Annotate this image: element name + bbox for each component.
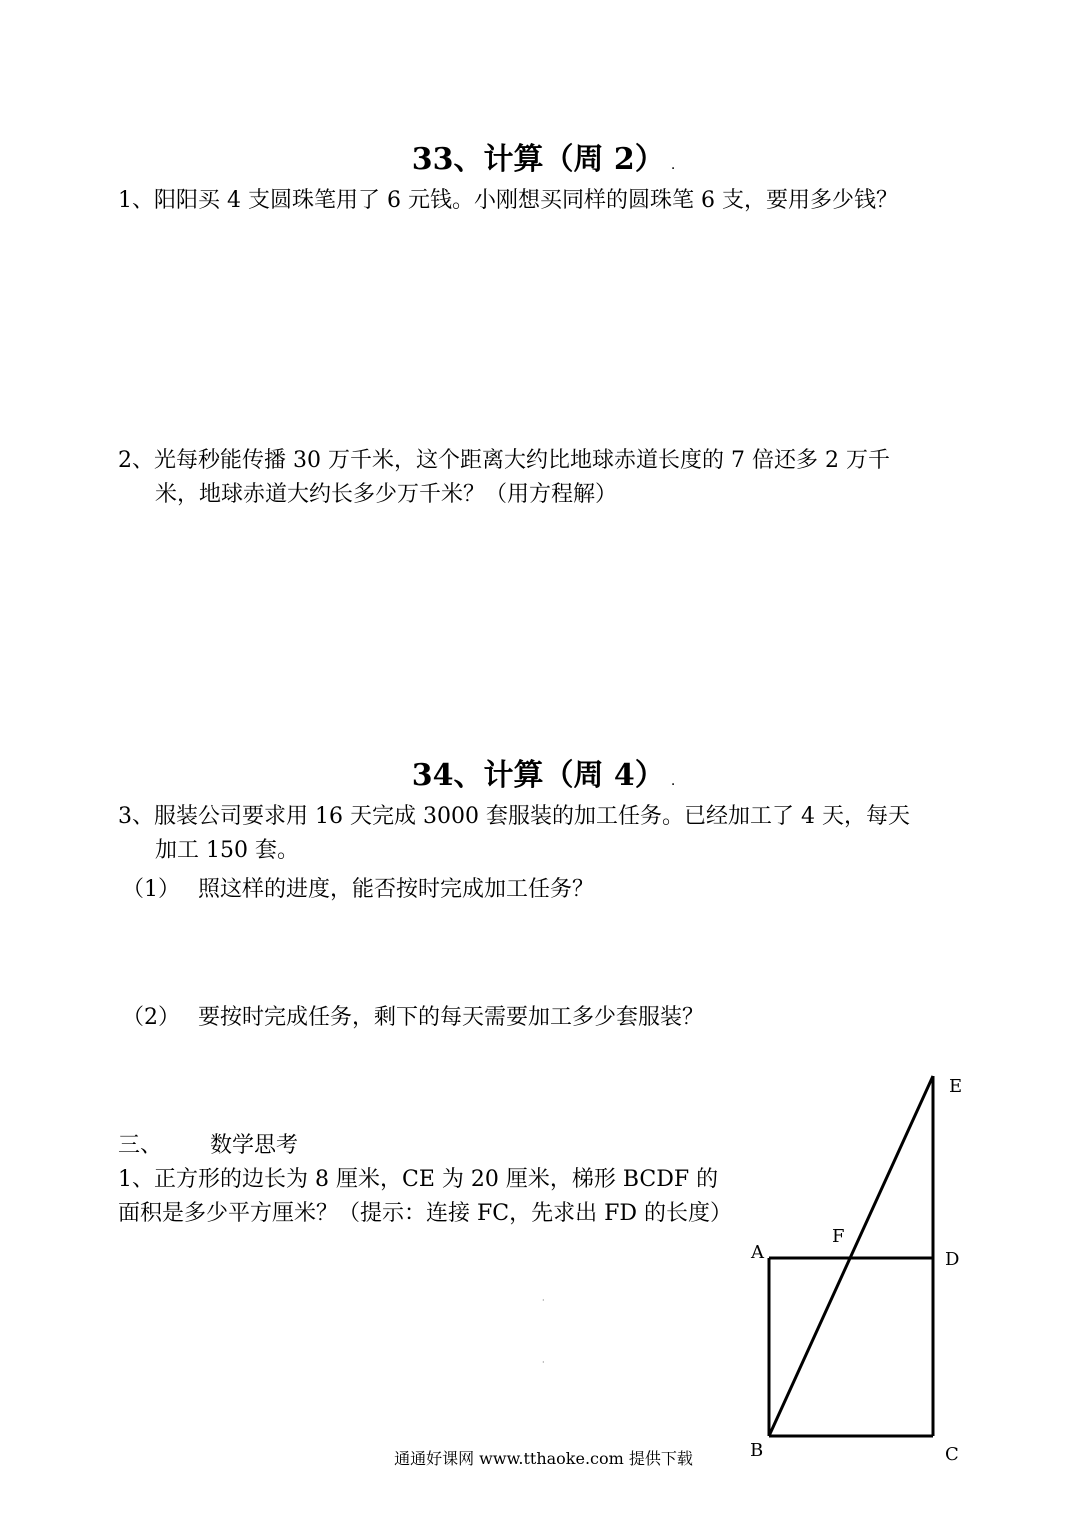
- footer-credit: 通通好课网 www.tthaoke.com 提供下载: [394, 1449, 693, 1468]
- section-34-title: [0, 750, 1087, 794]
- question-1-text: 1、阳阳买 4 支圆珠笔用了 6 元钱。小刚想买同样的圆珠笔 6 支，要用多少钱？: [118, 188, 898, 213]
- thinking-problem-line-2: 面积是多少平方厘米？（提示：连接 FC，先求出 FD 的长度）: [118, 1201, 732, 1226]
- question-3-sub-1-number: （1）: [122, 877, 180, 902]
- section-34-title-dot: .: [670, 773, 676, 789]
- question-2-line-2: 米，地球赤道大约长多少万千米？（用方程解）: [155, 482, 618, 507]
- question-3-line-2: 加工 150 套。: [155, 838, 299, 863]
- section-34-title-text: 34、计算（周 4）: [411, 758, 665, 793]
- label-e: E: [949, 1076, 963, 1097]
- question-2-line-1: 2、光每秒能传播 30 万千米，这个距离大约比地球赤道长度的 7 倍还多 2 万千: [118, 448, 890, 473]
- label-d: D: [945, 1249, 960, 1270]
- question-3-sub-2: [122, 1000, 704, 1031]
- label-f: F: [832, 1226, 845, 1247]
- label-c: C: [945, 1444, 959, 1465]
- scan-speck: ·: [542, 1358, 545, 1367]
- thinking-heading: [118, 1128, 298, 1159]
- segment-be: [769, 1076, 933, 1436]
- label-a: A: [751, 1242, 764, 1263]
- section-33-title-dot: .: [670, 157, 676, 173]
- thinking-heading-text: 数学思考: [210, 1133, 299, 1158]
- section-33-title-text: 33、计算（周 2）: [411, 142, 665, 177]
- scan-speck: ·: [542, 1296, 545, 1305]
- thinking-heading-number: 三、: [118, 1133, 163, 1158]
- question-3-line-1: 3、服装公司要求用 16 天完成 3000 套服装的加工任务。已经加工了 4 天，每天: [118, 804, 910, 829]
- geometry-figure: [740, 1065, 980, 1475]
- question-3-sub-1: [122, 872, 594, 903]
- thinking-problem-line-1: 1、正方形的边长为 8 厘米，CE 为 20 厘米，梯形 BCDF 的: [118, 1167, 719, 1192]
- question-3-sub-2-number: （2）: [122, 1005, 180, 1030]
- label-b: B: [750, 1440, 764, 1461]
- section-33-title: [0, 134, 1087, 178]
- question-3-sub-1-text: 照这样的进度，能否按时完成加工任务？: [198, 877, 595, 902]
- question-3-sub-2-text: 要按时完成任务，剩下的每天需要加工多少套服装？: [198, 1005, 705, 1030]
